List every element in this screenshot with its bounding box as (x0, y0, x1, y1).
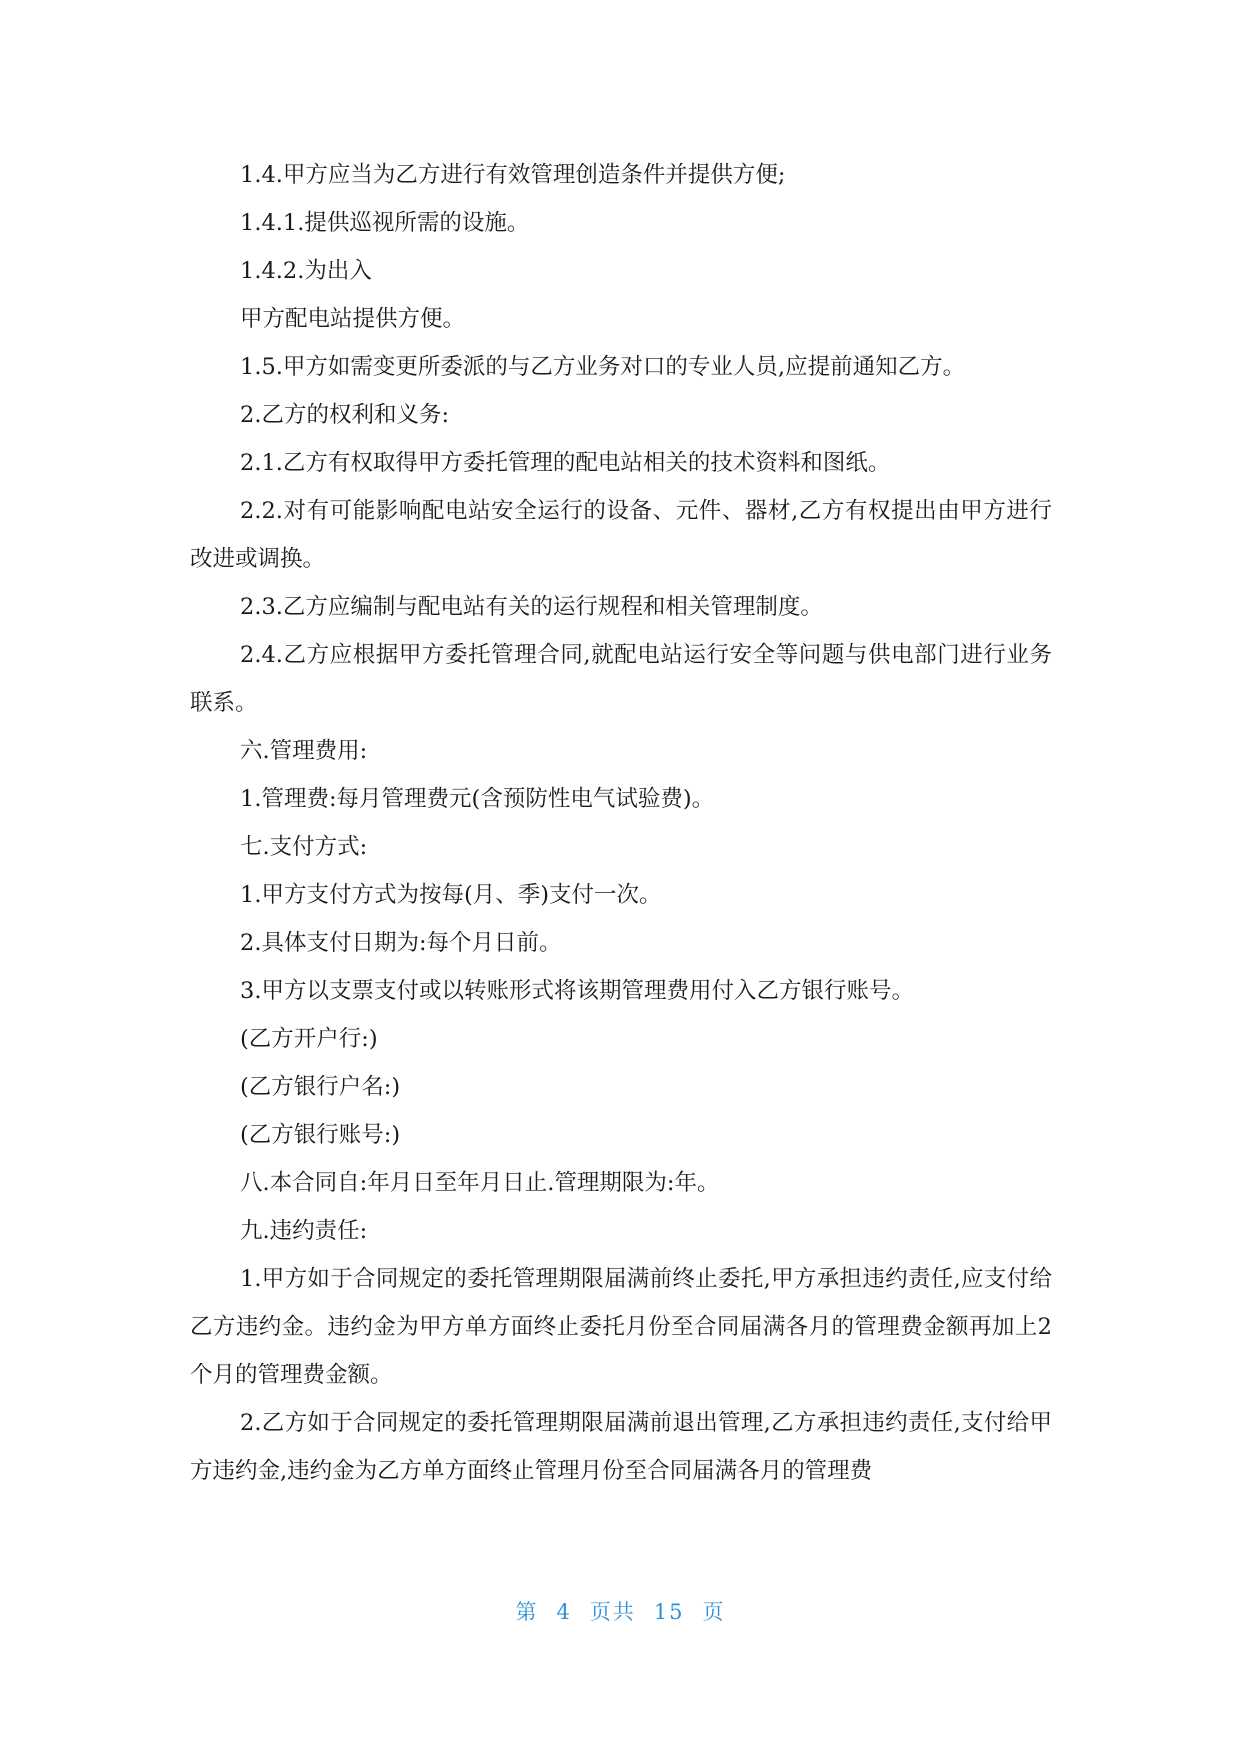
section-heading: 六.管理费用: (240, 738, 368, 764)
paragraph: 2.具体支付日期为:每个月日前。 (240, 930, 562, 956)
paragraph: 1.4.甲方应当为乙方进行有效管理创造条件并提供方便; (240, 162, 786, 188)
paragraph: 1.管理费:每月管理费元(含预防性电气试验费)。 (240, 786, 715, 812)
paragraph: 2.4.乙方应根据甲方委托管理合同,就配电站运行安全等问题与供电部门进行业务联系。 (190, 642, 1052, 716)
section-heading: 九.违约责任: (240, 1218, 368, 1244)
footer-current-page: 4 (556, 1600, 572, 1624)
section-heading: 八.本合同自:年月日至年月日止.管理期限为:年。 (240, 1170, 720, 1196)
paragraph: 甲方配电站提供方便。 (240, 306, 466, 332)
paragraph: 1.4.2.为出入 (240, 258, 372, 284)
paragraph: 3.甲方以支票支付或以转账形式将该期管理费用付入乙方银行账号。 (240, 978, 914, 1004)
paragraph: 1.4.1.提供巡视所需的设施。 (240, 210, 530, 236)
bank-info-line: (乙方银行户名:) (240, 1074, 401, 1100)
page-footer (0, 1596, 1241, 1626)
paragraph: 1.甲方支付方式为按每(月、季)支付一次。 (240, 882, 662, 908)
paragraph: 2.乙方如于合同规定的委托管理期限届满前退出管理,乙方承担违约责任,支付给甲方违约金,违约金为乙方单方面终止管理月份至合同届满各月的管理费 (190, 1410, 1052, 1484)
paragraph: 2.3.乙方应编制与配电站有关的运行规程和相关管理制度。 (240, 594, 823, 620)
footer-suffix: 页 (702, 1600, 726, 1624)
paragraph: 2.2.对有可能影响配电站安全运行的设备、元件、器材,乙方有权提出由甲方进行改进或调换。 (190, 498, 1052, 572)
paragraph: 2.1.乙方有权取得甲方委托管理的配电站相关的技术资料和图纸。 (240, 450, 891, 476)
bank-info-line: (乙方开户行:) (240, 1026, 378, 1052)
footer-prefix: 第 (515, 1600, 539, 1624)
footer-total-pages: 15 (653, 1600, 685, 1624)
page-body (190, 151, 1052, 1495)
section-heading: 七.支付方式: (240, 834, 368, 860)
bank-info-line: (乙方银行账号:) (240, 1122, 401, 1148)
paragraph: 1.5.甲方如需变更所委派的与乙方业务对口的专业人员,应提前通知乙方。 (240, 354, 966, 380)
paragraph: 1.甲方如于合同规定的委托管理期限届满前终止委托,甲方承担违约责任,应支付给乙方违约金。违约金为甲方单方面终止委托月份至合同届满各月的管理费金额再加上2个月的管理费金额。 (190, 1266, 1052, 1388)
paragraph: 2.乙方的权利和义务: (240, 402, 450, 428)
footer-middle: 页共 (589, 1600, 636, 1624)
